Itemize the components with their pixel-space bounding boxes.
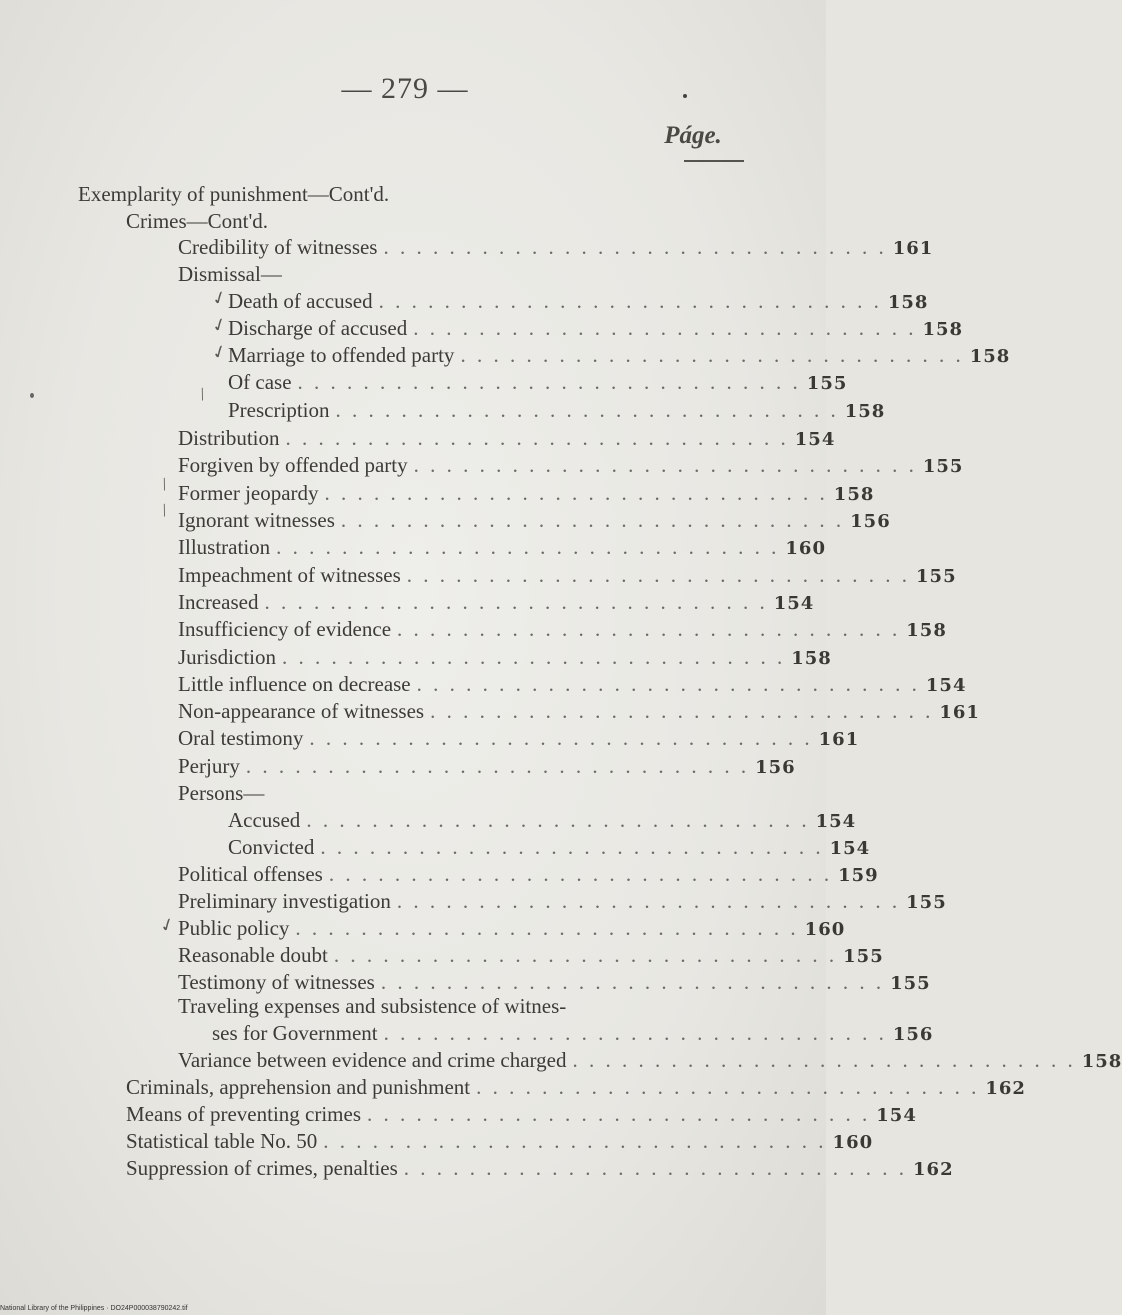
dot-leader: . . . . . . . . . . . . . . . . . . . . . . . . . . . . . . . xyxy=(297,370,801,394)
dot-leader: . . . . . . . . . . . . . . . . . . . . . . . . . . . . . . . xyxy=(460,343,964,367)
page-reference: 154 xyxy=(876,1105,917,1126)
index-entry: Convicted . . . . . . . . . . . . . . . . . . . . . . . . . . . . . . . 154 xyxy=(228,833,741,861)
page-reference: 160 xyxy=(832,1132,874,1153)
index-entry: Marriage to offended party . . . . . . . . . . . . . . . . . . . . . . . . . . . . . . . 158 xyxy=(228,341,741,369)
dot-leader: . . . . . . . . . . . . . . . . . . . . . . . . . . . . . . . xyxy=(309,726,813,750)
dot-leader: . . . . . . . . . . . . . . . . . . . . . . . . . . . . . . . xyxy=(416,672,920,696)
index-entry: Reasonable doubt . . . . . . . . . . . . . . . . . . . . . . . . . . . . . . . 155 xyxy=(178,941,741,969)
page-reference: 155 xyxy=(843,946,884,967)
check-mark-icon: ✓ xyxy=(156,913,178,938)
page-reference: 154 xyxy=(815,811,857,832)
dot-leader: . . . . . . . . . . . . . . . . . . . . . . . . . . . . . . . xyxy=(430,699,934,723)
dot-leader: . . . . . . . . . . . . . . . . . . . . . . . . . . . . . . . xyxy=(285,426,789,450)
page-reference: 155 xyxy=(890,973,931,994)
page-reference: 154 xyxy=(829,838,871,859)
index-entry: Public policy . . . . . . . . . . . . . . . . . . . . . . . . . . . . . . . 160 xyxy=(178,914,741,942)
page-reference: 159 xyxy=(838,865,879,886)
dot-leader: . . . . . . . . . . . . . . . . . . . . . . . . . . . . . . . xyxy=(245,754,750,778)
dot-leader: . . . . . . . . . . . . . . . . . . . . . . . . . . . . . . . xyxy=(306,808,810,832)
check-mark-icon: / xyxy=(158,473,171,495)
index-entry: Illustration . . . . . . . . . . . . . . . . . . . . . . . . . . . . . . . 160 xyxy=(178,533,741,561)
page-reference: 162 xyxy=(913,1159,954,1180)
page-reference: 156 xyxy=(892,1024,934,1045)
dot-leader: . . . . . . . . . . . . . . . . . . . . . . . . . . . . . . . xyxy=(378,289,882,313)
page-reference: 158 xyxy=(833,484,875,505)
index-entry: Political offenses . . . . . . . . . . . . . . . . . . . . . . . . . . . . . . . 159 xyxy=(178,860,741,888)
dot-leader: . . . . . . . . . . . . . . . . . . . . . . . . . . . . . . . xyxy=(282,645,786,669)
index-entry: Credibility of witnesses . . . . . . . . . . . . . . . . . . . . . . . . . . . . . . . 161 xyxy=(178,233,741,261)
index-entry: Crimes—Cont'd. xyxy=(126,209,269,233)
index-entry: Distribution . . . . . . . . . . . . . . . . . . . . . . . . . . . . . . . 154 xyxy=(178,424,741,452)
page-reference: 161 xyxy=(939,702,980,723)
page-reference: 154 xyxy=(925,675,967,696)
index-entry: Prescription . . . . . . . . . . . . . . . . . . . . . . . . . . . . . . . 158 xyxy=(228,396,741,424)
index-entry: Traveling expenses and subsistence of witnes- xyxy=(178,994,567,1018)
index-entry: Forgiven by offended party . . . . . . . . . . . . . . . . . . . . . . . . . . . . . . . 155 xyxy=(178,451,741,479)
dot-leader: . . . . . . . . . . . . . . . . . . . . . . . . . . . . . . . xyxy=(397,617,901,641)
index-entry: Impeachment of witnesses . . . . . . . . . . . . . . . . . . . . . . . . . . . . . . . 155 xyxy=(178,561,741,589)
dot-leader: . . . . . . . . . . . . . . . . . . . . . . . . . . . . . . . xyxy=(413,453,917,477)
dot-leader: . . . . . . . . . . . . . . . . . . . . . . . . . . . . . . . xyxy=(572,1048,1076,1072)
page-reference: 161 xyxy=(892,238,934,259)
index-entry: Death of accused . . . . . . . . . . . . . . . . . . . . . . . . . . . . . . . 158 xyxy=(228,287,741,315)
index-entry: Exemplarity of punishment—Cont'd. xyxy=(78,182,390,206)
index-entry: Little influence on decrease . . . . . . . . . . . . . . . . . . . . . . . . . . . . . . . 154 xyxy=(178,670,741,698)
index-entry: Statistical table No. 50 . . . . . . . . . . . . . . . . . . . . . . . . . . . . . . . 160 xyxy=(126,1127,741,1155)
page-reference: 155 xyxy=(906,892,947,913)
page-reference: 158 xyxy=(887,292,929,313)
index-entry: Former jeopardy . . . . . . . . . . . . . . . . . . . . . . . . . . . . . . . 158 xyxy=(178,479,741,507)
index-entry: Testimony of witnesses . . . . . . . . . . . . . . . . . . . . . . . . . . . . . . . 155 xyxy=(178,968,741,996)
dot-leader: . . . . . . . . . . . . . . . . . . . . . . . . . . . . . . . xyxy=(396,889,901,913)
page-reference: 155 xyxy=(806,373,848,394)
dot-leader: . . . . . . . . . . . . . . . . . . . . . . . . . . . . . . . xyxy=(276,535,780,559)
dot-leader: . . . . . . . . . . . . . . . . . . . . . . . . . . . . . . . xyxy=(335,398,839,422)
column-header-page: Páge. xyxy=(664,122,722,149)
page-reference: 162 xyxy=(985,1078,1026,1099)
dot-leader: . . . . . . . . . . . . . . . . . . . . . . . . . . . . . . . xyxy=(367,1102,871,1126)
check-mark-icon: ✓ xyxy=(208,340,230,365)
index-entry: Discharge of accused . . . . . . . . . . . . . . . . . . . . . . . . . . . . . . . 158 xyxy=(228,314,741,342)
page-reference: 161 xyxy=(818,729,860,750)
index-entry: Insufficiency of evidence . . . . . . . . . . . . . . . . . . . . . . . . . . . . . . . 158 xyxy=(178,615,741,643)
check-mark-icon: ✓ xyxy=(208,313,230,338)
dot-leader: . . . . . . . . . . . . . . . . . . . . . . . . . . . . . . . xyxy=(333,943,838,967)
dot-leader: . . . . . . . . . . . . . . . . . . . . . . . . . . . . . . . xyxy=(383,1021,887,1045)
dot-leader: . . . . . . . . . . . . . . . . . . . . . . . . . . . . . . . xyxy=(406,563,911,587)
check-mark-icon: ✓ xyxy=(208,286,230,311)
index-entry: Non-appearance of witnesses . . . . . . . . . . . . . . . . . . . . . . . . . . . . . . . 161 xyxy=(178,697,741,725)
page-reference: 158 xyxy=(1081,1051,1122,1072)
dot-leader: . . . . . . . . . . . . . . . . . . . . . . . . . . . . . . . xyxy=(264,590,768,614)
index-entry: Variance between evidence and crime charged . . . . . . . . . . . . . . . . . . . . . . . . . . . . . . . 158 xyxy=(178,1046,741,1074)
page-reference: 158 xyxy=(791,648,832,669)
page-reference: 155 xyxy=(916,566,957,587)
index-entry: Ignorant witnesses . . . . . . . . . . . . . . . . . . . . . . . . . . . . . . . 156 xyxy=(178,506,741,534)
index-entry: Of case . . . . . . . . . . . . . . . . . . . . . . . . . . . . . . . 155 xyxy=(228,368,741,396)
page-reference: 158 xyxy=(922,319,964,340)
check-mark-icon: / xyxy=(158,499,171,521)
dot-leader: . . . . . . . . . . . . . . . . . . . . . . . . . . . . . . . xyxy=(383,235,887,259)
page-reference: 156 xyxy=(850,511,891,532)
page-reference: 154 xyxy=(773,593,815,614)
dot-leader: . . . . . . . . . . . . . . . . . . . . . . . . . . . . . . . xyxy=(320,835,824,859)
page-reference: 154 xyxy=(794,429,836,450)
dot-leader: . . . . . . . . . . . . . . . . . . . . . . . . . . . . . . . xyxy=(328,862,833,886)
index-entry: Persons— xyxy=(178,781,265,805)
index-entry: Jurisdiction . . . . . . . . . . . . . . . . . . . . . . . . . . . . . . . 158 xyxy=(178,643,741,671)
index-entry: Oral testimony . . . . . . . . . . . . . . . . . . . . . . . . . . . . . . . 161 xyxy=(178,724,741,752)
page-reference: 155 xyxy=(922,456,964,477)
dot-leader: . . . . . . . . . . . . . . . . . . . . . . . . . . . . . . . xyxy=(413,316,917,340)
index-entry: Criminals, apprehension and punishment . . . . . . . . . . . . . . . . . . . . . . . . . . . . . . . 162 xyxy=(126,1073,741,1101)
dot-leader: . . . . . . . . . . . . . . . . . . . . . . . . . . . . . . . xyxy=(380,970,885,994)
check-mark-icon: / xyxy=(196,383,209,405)
index-entry: Means of preventing crimes . . . . . . . . . . . . . . . . . . . . . . . . . . . . . . . 154 xyxy=(126,1100,741,1128)
page-reference: 158 xyxy=(969,346,1011,367)
index-entry: Dismissal— xyxy=(178,262,282,286)
index-entry: Increased . . . . . . . . . . . . . . . . . . . . . . . . . . . . . . . 154 xyxy=(178,588,741,616)
dot-leader: . . . . . . . . . . . . . . . . . . . . . . . . . . . . . . . xyxy=(323,1129,827,1153)
index-entry: Preliminary investigation . . . . . . . . . . . . . . . . . . . . . . . . . . . . . . . 155 xyxy=(178,887,741,915)
index-entry: Perjury . . . . . . . . . . . . . . . . . . . . . . . . . . . . . . . 156 xyxy=(178,752,741,780)
index-entry: ses for Government . . . . . . . . . . . . . . . . . . . . . . . . . . . . . . . 156 xyxy=(212,1019,741,1047)
index-entry: Accused . . . . . . . . . . . . . . . . . . . . . . . . . . . . . . . 154 xyxy=(228,806,741,834)
dot-leader: . . . . . . . . . . . . . . . . . . . . . . . . . . . . . . . xyxy=(295,916,799,940)
page-number: — 279 — xyxy=(341,72,469,105)
page-reference: 158 xyxy=(906,620,947,641)
scan-footer: National Library of the Philippines · DO24P000038790242.tif xyxy=(0,1305,188,1312)
page-reference: 156 xyxy=(755,757,796,778)
page-reference: 160 xyxy=(804,919,846,940)
dot-leader: . . . . . . . . . . . . . . . . . . . . . . . . . . . . . . . xyxy=(476,1075,980,1099)
index-entry: Suppression of crimes, penalties . . . . . . . . . . . . . . . . . . . . . . . . . . . . . . . 162 xyxy=(126,1154,741,1182)
dot-leader: . . . . . . . . . . . . . . . . . . . . . . . . . . . . . . . xyxy=(340,508,845,532)
page-reference: 158 xyxy=(844,401,886,422)
dot-leader: . . . . . . . . . . . . . . . . . . . . . . . . . . . . . . . xyxy=(403,1156,908,1180)
dot-leader: . . . . . . . . . . . . . . . . . . . . . . . . . . . . . . . xyxy=(324,481,828,505)
page-reference: 160 xyxy=(785,538,826,559)
